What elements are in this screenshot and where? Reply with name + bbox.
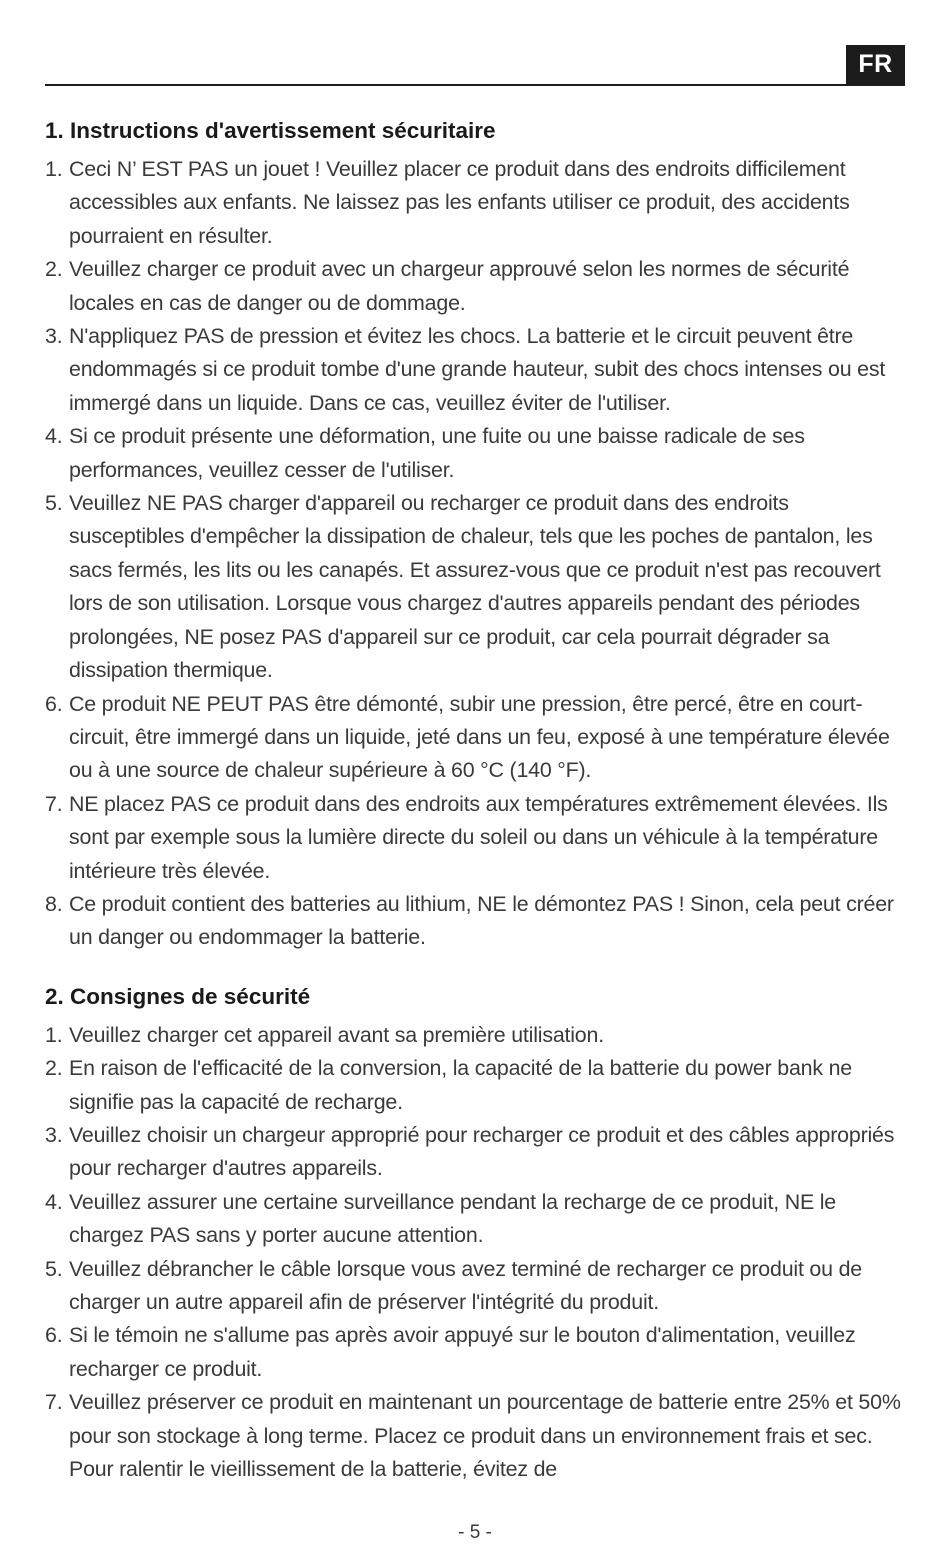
page-number: - 5 - [458,1522,492,1543]
item-text: Veuillez choisir un chargeur approprié pour recharger ce produit et des câbles appropriés pour recharger d'autres appareils. [69,1122,895,1181]
item-text: Ce produit NE PEUT PAS être démonté, subir une pression, être percé, être en court-circuit, être immergé dans un liquide, jeté dans un feu, exposé à une température élevée ou à une source de chaleur supérieure à 60 °C (140 °F). [69,691,890,783]
header-divider [45,84,905,86]
item-text: Veuillez assurer une certaine surveillance pendant la recharge de ce produit, NE le chargez PAS sans y porter aucune attention. [69,1189,836,1248]
instructions-list [45,1019,905,1487]
item-number: 3. [45,324,63,349]
safety-instructions-section [45,979,905,1487]
item-number: 6. [45,691,63,716]
item-number: 3. [45,1122,63,1147]
list-item [45,888,905,955]
item-number: 6. [45,1323,63,1348]
item-text: Si le témoin ne s'allume pas après avoir appuyé sur le bouton d'alimentation, veuillez recharger ce produit. [69,1323,856,1381]
item-number: 2. [45,257,63,282]
list-item [45,320,905,420]
item-number: 1. [45,1022,63,1047]
language-badge: FR [846,45,905,84]
item-text: Veuillez débrancher le câble lorsque vous avez terminé de recharger ce produit ou de charger un autre appareil afin de préserver l'intégrité du produit. [69,1256,862,1314]
item-text: N'appliquez PAS de pression et évitez les chocs. La batterie et le circuit peuvent être endommagés si ce produit tombe d'une grande hauteur, subit des chocs intenses ou est immergé dans un liquide. Dans ce cas, veuillez éviter de l'utiliser. [69,324,886,415]
list-item [45,1052,905,1119]
item-text: Veuillez préserver ce produit en maintenant un pourcentage de batterie entre 25% et 50% pour son stockage à long terme. Placez ce produit dans un environnement frais et sec. Pour ralentir le vieillissement de la batterie, évitez de [69,1390,901,1482]
section-title: 1. Instructions d'avertissement sécuritaire [45,118,496,143]
list-item [45,1319,905,1386]
item-number: 7. [45,791,63,816]
list-item [45,420,905,487]
item-text: Ce produit contient des batteries au lithium, NE le démontez PAS ! Sinon, cela peut créer un danger ou endommager la batterie. [69,891,894,950]
warnings-list [45,153,905,955]
item-number: 4. [45,1189,63,1214]
list-item [45,1119,905,1186]
list-item [45,1186,905,1253]
item-number: 5. [45,491,63,516]
item-text: Veuillez charger ce produit avec un chargeur approuvé selon les normes de sécurité locales en cas de danger ou de dommage. [69,257,850,315]
item-text: Veuillez NE PAS charger d'appareil ou recharger ce produit dans des endroits susceptibles d'empêcher la dissipation de chaleur, tels que les poches de pantalon, les sacs fermés, les lits ou les canapés. Et assurez-vous que ce produit n'est pas recouvert lors de son utilisation. Lorsque vous chargez d'autres appareils pendant des périodes prolongées, NE posez PAS d'appareil sur ce produit, car cela pourrait dégrader sa dissipation thermique. [69,491,881,683]
item-number: 7. [45,1390,63,1415]
list-item [45,688,905,788]
item-number: 5. [45,1256,63,1281]
item-number: 4. [45,424,63,449]
item-number: 8. [45,891,63,916]
page-content [45,113,905,1486]
item-number: 2. [45,1056,63,1081]
safety-warnings-section [45,113,905,955]
item-number: 1. [45,157,63,181]
list-item [45,253,905,320]
section-title: 2. Consignes de sécurité [45,983,311,1009]
list-item [45,153,905,253]
list-item [45,1019,905,1052]
item-text: Si ce produit présente une déformation, une fuite ou une baisse radicale de ses performances, veuillez cesser de l'utiliser. [69,424,805,482]
item-text: Ceci N’ EST PAS un jouet ! Veuillez placer ce produit dans des endroits difficilement accessibles aux enfants. Ne laissez pas les enfants utiliser ce produit, des accidents pourraient en résulter. [69,157,850,248]
item-text: En raison de l'efficacité de la conversion, la capacité de la batterie du power bank ne signifie pas la capacité de recharge. [69,1056,852,1114]
item-text: NE placez PAS ce produit dans des endroits aux températures extrêmement élevées. Ils sont par exemple sous la lumière directe du soleil ou dans un véhicule à la température intérieure très élevée. [69,791,888,883]
list-item [45,1386,905,1486]
list-item [45,788,905,888]
list-item [45,487,905,687]
list-item [45,1253,905,1320]
item-text: Veuillez charger cet appareil avant sa première utilisation. [69,1022,604,1047]
